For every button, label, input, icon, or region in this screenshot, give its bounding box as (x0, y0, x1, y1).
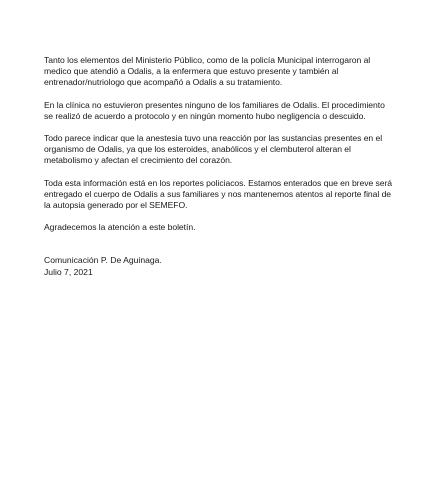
signature-date: Julio 7, 2021 (44, 266, 93, 277)
paragraph-clinic: En la clínica no estuvieron presentes ninguno de los familiares de Odalis. El procedimiento se realizó de acuerdo a protocolo y en ningún momento hubo negligencia o descuido. (44, 99, 385, 121)
paragraph-interrogation: Tanto los elementos del Ministerio Público, como de la policía Municipal interrogaron al medico que atendió a Odalis, a la enfermera que estuvo presente y también al entrenador/nutriologo que acompañó a Odalis a su tratamiento. (44, 55, 371, 88)
paragraph-anesthesia: Todo parece indicar que la anestesia tuvo una reacción por las sustancias presentes en el organismo de Odalis, ya que los esteroides, anabólicos y el clembuterol alteran el metabolismo y afectan el crecimiento del corazón. (44, 133, 383, 166)
document-body (44, 55, 394, 278)
paragraph-reports: Toda esta información está en los reportes policiacos. Estamos enterados que en breve será entregado el cuerpo de Odalis a sus familiares y nos mantenemos atentos al reporte final de la autopsia generado por el SEMEFO. (44, 177, 393, 211)
signature-block (44, 255, 394, 277)
paragraph-thanks: Agradecemos la atención a este boletín. (44, 222, 196, 233)
signature-name: Comunicación P. De Aguinaga. (44, 255, 162, 266)
